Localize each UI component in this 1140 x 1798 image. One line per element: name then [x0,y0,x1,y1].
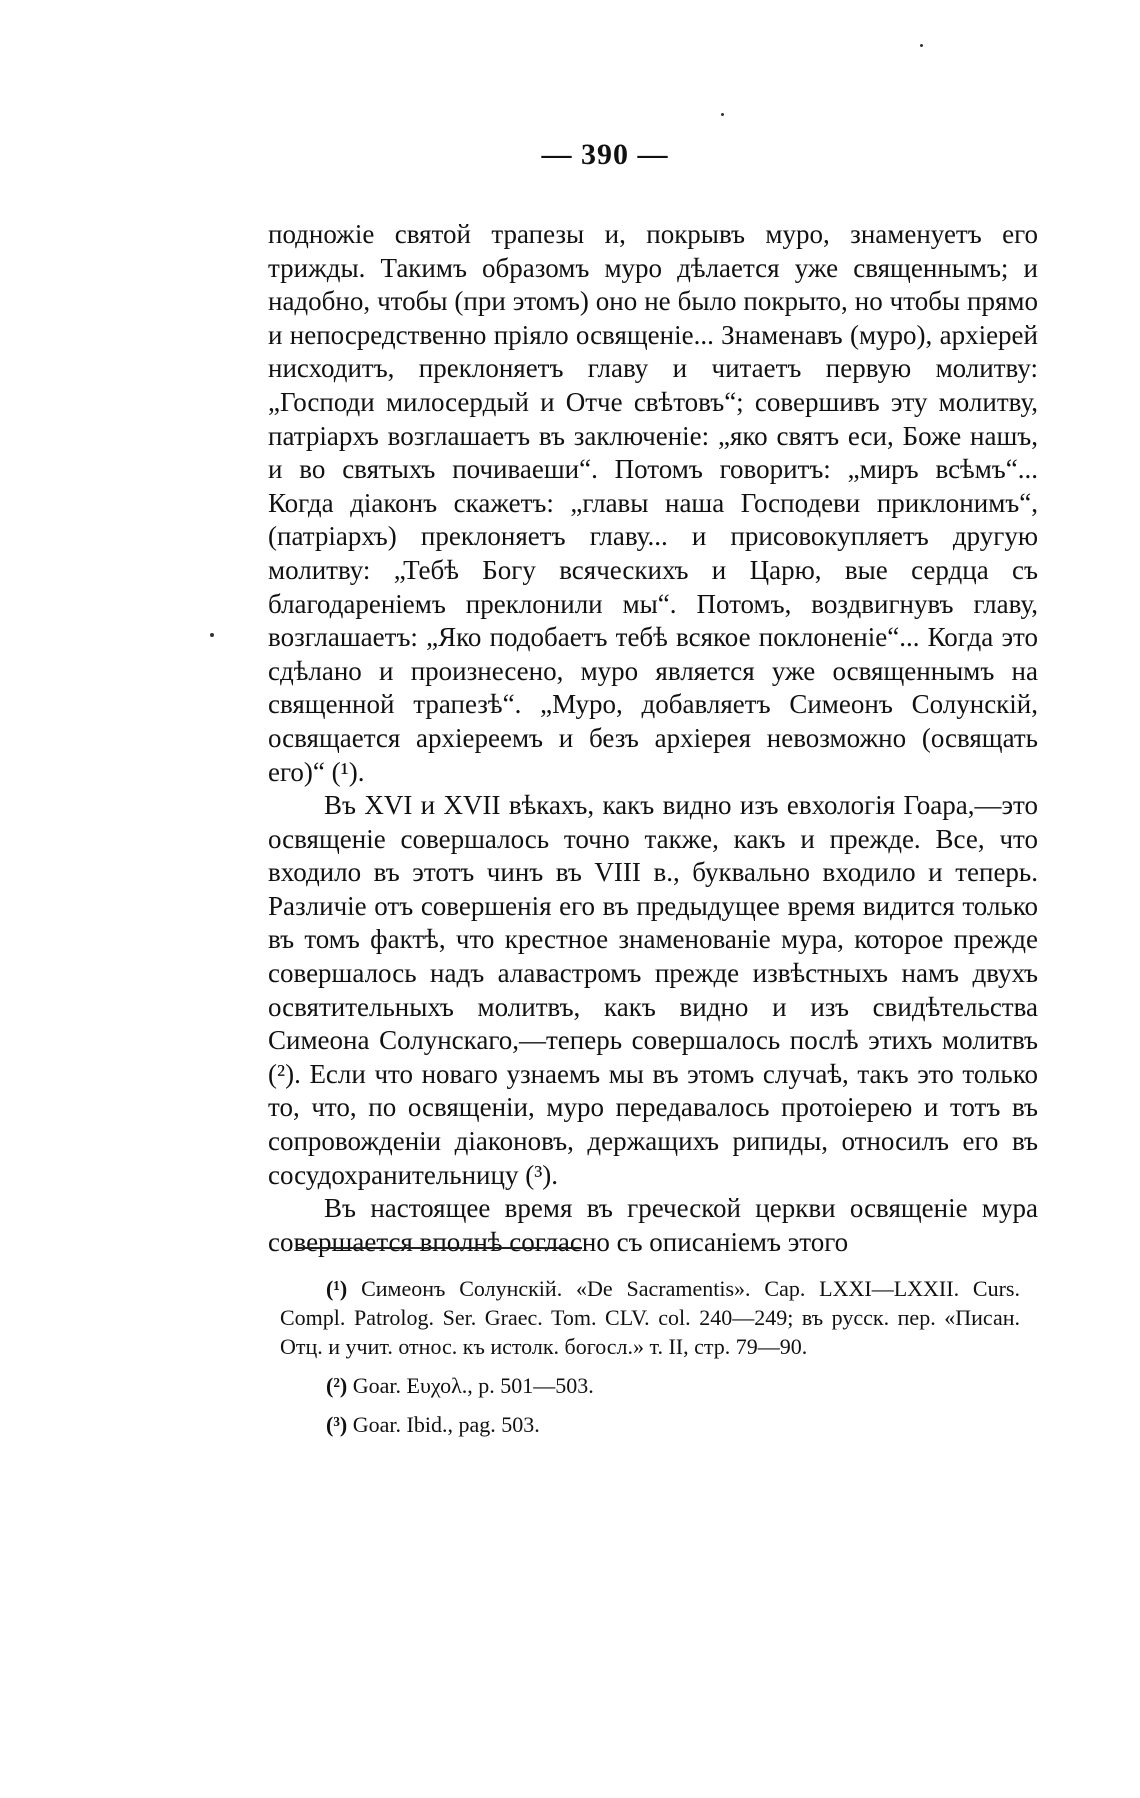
paragraph-1: подножіе святой трапезы и, покрывъ муро, знаменуетъ его трижды. Такимъ образомъ муро дѣлается уже священнымъ; и надобно, чтобы (при этомъ) оно не было покрыто, но чтобы прямо и непосредственно пріяло освященіе... Знаменавъ (муро), архіерей нисходитъ, преклоняетъ главу и читаетъ первую молитву: „Господи милосердый и Отче свѣтовъ“; совершивъ эту молитву, патріархъ возглашаетъ въ заключеніе: „яко святъ еси, Боже нашъ, и во святыхъ почиваеши“. Потомъ говоритъ: „миръ всѣмъ“... Когда діаконъ скажетъ: „главы наша Господеви приклонимъ“, (патріархъ) преклоняетъ главу... и присовокупляетъ другую молитву: „Тебѣ Богу всяческихъ и Царю, вые сердца съ благодареніемъ преклонили мы“. Потомъ, воздвигнувъ главу, возглашаетъ: „Яко подобаетъ тебѣ всякое поклоненіе“... Когда это сдѣлано и произнесено, муро является уже освященнымъ на священной трапезѣ“. „Муро, добавляетъ Симеонъ Солунскій, освящается архіереемъ и безъ архіерея невозможно (освящать его)“ (¹). [268,219,1038,787]
footnotes [280,1274,1020,1449]
scan-speck [210,633,214,637]
footnote-divider [296,1247,582,1249]
scan-speck [721,113,724,116]
footnote-2 [280,1371,1020,1400]
page-number: — 390 — [541,138,669,171]
footnote-1-text: Симеонъ Солунскій. «De Sacramentis». Cap. LXXI—LXXII. Curs. Compl. Patrolog. Ser. Graec. Tom. CLV. col. 240—249; въ русск. пер. «Писан. Отц. и учит. относ. къ истолк. богосл.» т. II, стр. 79—90. [280,1276,1020,1359]
footnote-2-text: Goar. Ευχολ., p. 501—503. [352,1373,594,1398]
footnote-3 [280,1410,1020,1439]
footnote-1 [280,1274,1020,1361]
footnote-2-mark: (²) [326,1373,348,1398]
paragraph-3: Въ настоящее время въ греческой церкви освященіе мура совершается вполнѣ согласно съ описаніемъ этого [268,1193,1038,1257]
footnote-3-mark: (³) [326,1412,348,1437]
footnote-1-mark: (¹) [326,1276,348,1301]
footnote-3-text: Goar. Ibid., pag. 503. [352,1412,540,1437]
scan-speck [920,44,923,47]
main-text [268,218,1038,1259]
paragraph-2: Въ XVI и XVII вѣкахъ, какъ видно изъ евхологія Гоара,—это освященіе совершалось точно также, какъ и прежде. Все, что входило въ этотъ чинъ въ VIII в., буквально входило и теперь. Различіе отъ совершенія его въ предыдущее время видится только въ томъ фактѣ, что крестное знаменованіе мура, которое прежде совершалось надъ алавастромъ прежде извѣстныхъ намъ двухъ освятительныхъ молитвъ, какъ видно и изъ свидѣтельства Симеона Солунскаго,—теперь совершалось послѣ этихъ молитвъ (²). Если что новаго узнаемъ мы въ этомъ случаѣ, такъ это только то, что, по освященіи, муро передавалось протоіерею и тотъ въ сопровожденіи діаконовъ, держащихъ рипиды, относилъ его въ сосудохранительницу (³). [268,790,1038,1190]
